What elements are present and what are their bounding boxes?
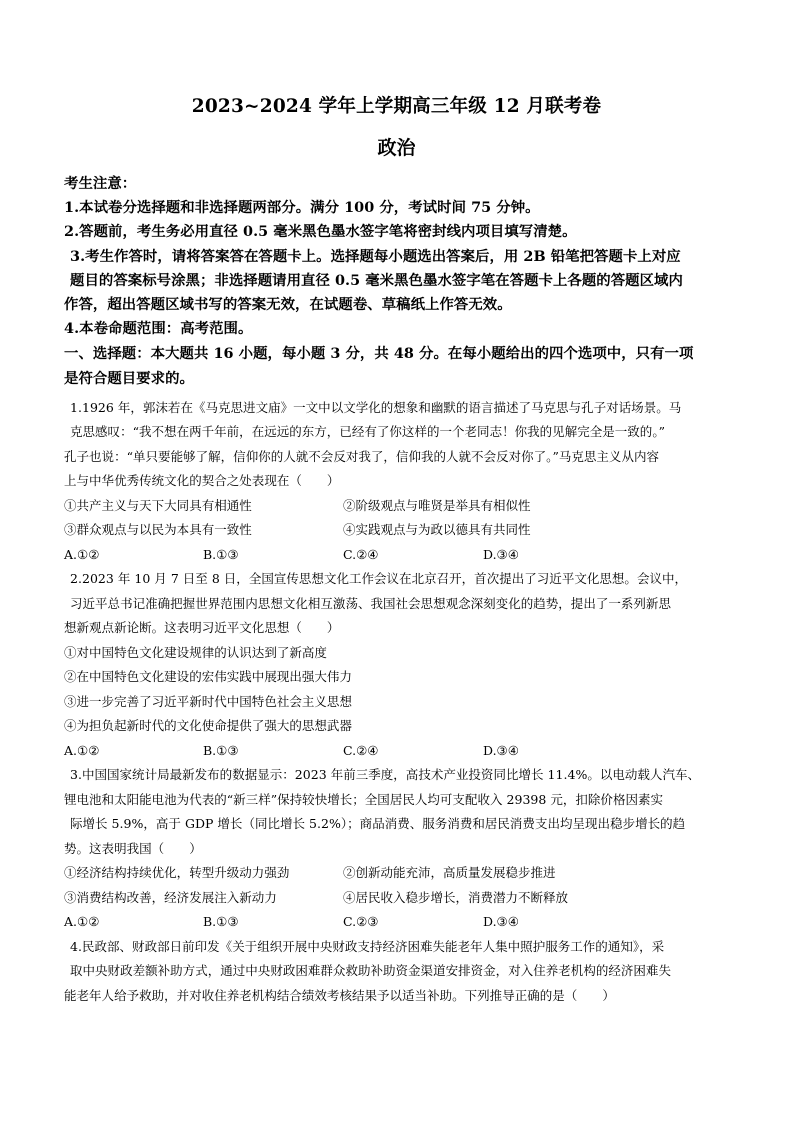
subject-title: 政治 [377,137,416,159]
notice-item-1: 1.本试卷分选择题和非选择题两部分。满分 100 分，考试时间 75 分钟。 [64,199,540,216]
notice-item-3-cont: 题目的答案标号涂黑；非选择题请用直径 0.5 毫米黑色墨水签字笔在答题卡上各题的答题区域内 [70,272,683,289]
q1-choice-c: C.②④ [343,547,379,562]
q1-stem: 孔子也说：“单只要能够了解，信仰你的人就不会反对我了，信仰我的人就不会反对你了。”马克思主义从内容 [64,449,660,464]
q2-choice-c: C.②④ [343,743,379,758]
q3-stem: 3.中国国家统计局最新发布的数据显示：2023 年前三季度，高技术产业投资同比增长 11.4%。以电动载人汽车、 [70,767,701,782]
q1-option: ①共产主义与天下大同具有相通性 [64,498,252,513]
notice-item-2: 2.答题前，考生务必用直径 0.5 毫米黑色墨水签字笔将密封线内项目填写清楚。 [64,223,577,240]
q2-stem: 2.2023 年 10 月 7 日至 8 日，全国宣传思想文化工作会议在北京召开，首次提出了习近平文化思想。会议中， [70,571,688,586]
q3-choice-c: C.②③ [343,914,379,929]
q3-option: ③消费结构改善，经济发展注入新动力 [64,890,277,905]
notice-item-3: 3.考生作答时，请将答案答在答题卡上。选择题每小题选出答案后，用 2B 铅笔把答题卡上对应 [70,248,681,265]
q2-choice-d: D.③④ [483,743,519,758]
q3-choice-a: A.①② [64,914,100,929]
q3-stem: 际增长 5.9%，高于 GDP 增长（同比增长 5.2%）；商品消费、服务消费和居民消费支出均呈现出稳步增长的趋 [70,816,686,831]
q3-option: ①经济结构持续优化，转型升级动力强劲 [64,865,290,880]
q2-option: ④为担负起新时代的文化使命提供了强大的思想武器 [64,718,352,733]
notice-heading: 考生注意： [64,175,137,192]
exam-title: 2023~2024 学年上学期高三年级 12 月联考卷 [191,96,602,117]
q4-stem: 取中央财政差额补助方式，通过中央财政困难群众救助补助资金渠道安排资金，对入住养老机构的经济困难失 [70,963,671,978]
q2-choice-b: B.①③ [203,743,239,758]
q1-choice-a: A.①② [64,547,100,562]
q2-option: ②在中国特色文化建设的宏伟实践中展现出强大伟力 [64,669,352,684]
q1-choice-b: B.①③ [203,547,239,562]
notice-item-4: 4.本卷命题范围：高考范围。 [64,320,253,337]
q1-option: ②阶级观点与唯贤是举具有相似性 [343,498,531,513]
q3-stem: 势。这表明我国（ ） [64,841,202,856]
q4-stem: 4.民政部、财政部日前印发《关于组织开展中央财政支持经济困难失能老年人集中照护服务工作的通知》，采 [70,939,665,954]
section-heading: 一、选择题：本大题共 16 小题，每小题 3 分，共 48 分。在每小题给出的四个选项中，只有一项 [64,345,694,362]
notice-item-3-cont2: 作答，超出答题区域书写的答案无效，在试题卷、草稿纸上作答无效。 [64,296,512,313]
q3-choice-d: D.③④ [483,914,519,929]
q4-stem: 能老年人给予救助，并对收住养老机构结合绩效考核结果予以适当补助。下列推导正确的是（ ） [64,988,615,1003]
section-heading-cont: 是符合题目要求的。 [64,370,194,387]
q2-option: ①对中国特色文化建设规律的认识达到了新高度 [64,645,327,660]
q1-option: ③群众观点与以民为本具有一致性 [64,522,252,537]
q2-option: ③进一步完善了习近平新时代中国特色社会主义思想 [64,694,352,709]
q3-option: ④居民收入稳步增长，消费潜力不断释放 [343,890,569,905]
q2-choice-a: A.①② [64,743,100,758]
q1-stem: 1.1926 年，郭沫若在《马克思进文庙》一文中以文学化的想象和幽默的语言描述了马克思与孔子对话场景。马 [70,400,682,415]
q3-option: ②创新动能充沛，高质量发展稳步推进 [343,865,556,880]
q2-stem: 习近平总书记准确把握世界范围内思想文化相互激荡、我国社会思想观念深刻变化的趋势，提出了一系列新思 [70,596,671,611]
q1-stem: 克思感叹：“我不想在两千年前，在远远的东方，已经有了你这样的一个老同志！你我的见解完全是一致的。” [70,424,666,439]
q3-choice-b: B.①③ [203,914,239,929]
q1-option: ④实践观点与为政以德具有共同性 [343,522,531,537]
q1-choice-d: D.③④ [483,547,519,562]
q3-stem: 锂电池和太阳能电池为代表的“新三样”保持较快增长；全国居民人均可支配收入 29398 元，扣除价格因素实 [64,792,664,807]
q1-stem: 上与中华优秀传统文化的契合之处表现在（ ） [64,473,340,488]
q2-stem: 想新观点新论断。这表明习近平文化思想（ ） [64,620,340,635]
